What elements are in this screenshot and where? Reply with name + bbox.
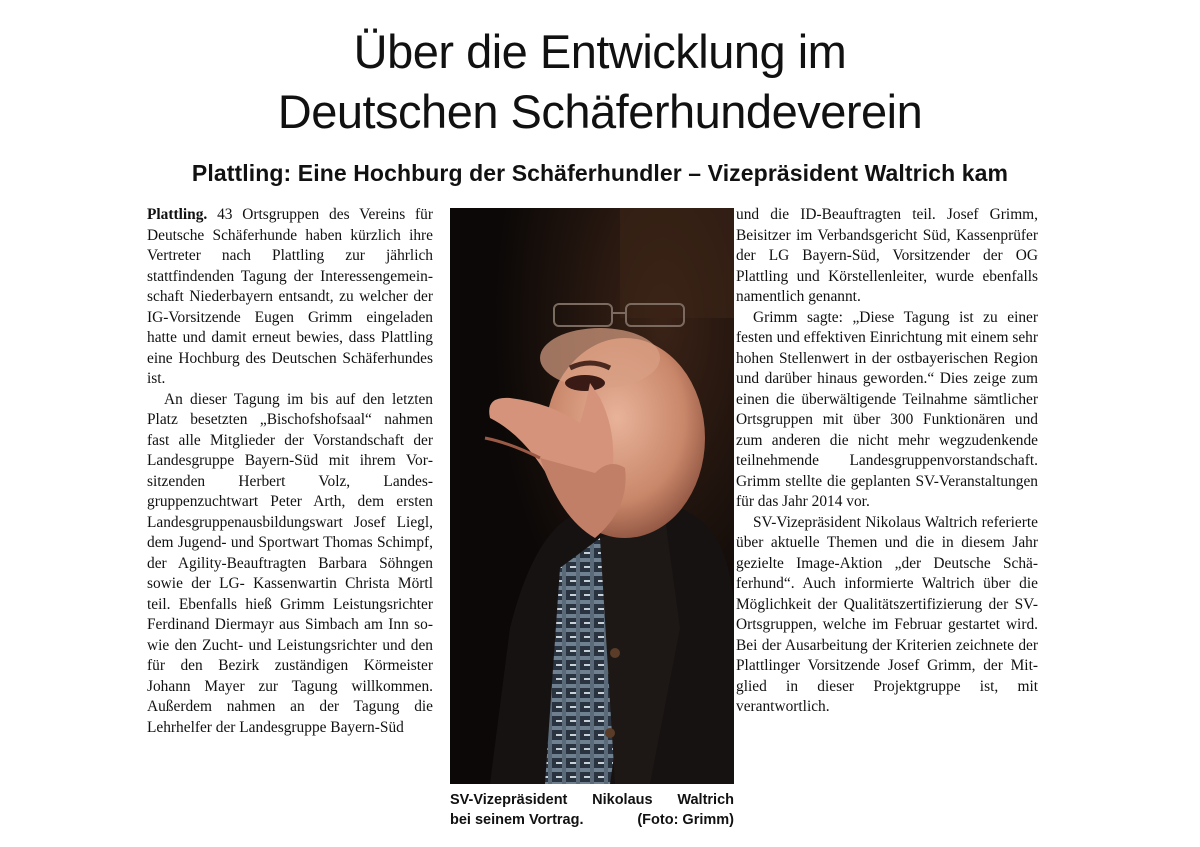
caption-line-2-left: bei seinem Vortrag. <box>450 812 584 828</box>
speaker-photo <box>450 208 734 784</box>
paragraph-2-continued: und die ID-Beauftragten teil. Josef Grimm, Beisitzer im Verbandsgericht Süd, Kassenprüfer der LG Bayern-Süd, Vorsitzender der OG Plattling und Körstellenleiter, wurde ebenfalls namentlich genannt. <box>736 206 1038 305</box>
headline <box>0 22 1200 142</box>
paragraph-1-text: 43 Ortsgruppen des Vereins für Deutsche Schäferhunde haben kürzlich ihre Vertreter nach Plattling zur jährlich stattfindenden Tagung der Interessengemeinschaft Niederbayern entsandt, zu welcher der IG-Vorsitzende Eugen Grimm eingeladen hatte und damit erneut bewies, dass Plattling eine Hochburg des Deutschen Schäferhundes ist. <box>147 206 433 387</box>
caption-line-1-right: Waltrich <box>677 792 734 808</box>
caption-line-1-mid: Nikolaus <box>592 792 653 808</box>
article-column-2 <box>736 205 1038 718</box>
caption-line-1-left: SV-Vizepräsident <box>450 792 568 808</box>
article-column-1 <box>147 205 433 738</box>
paragraph-2: An dieser Tagung im bis auf den letzten Platz besetzten „Bischofshofsaal“ nahmen fast alle Mitglieder der Vorstandschaft der Landesgruppe Bayern-Süd mit ihrem Vorsitzenden Herbert Volz, Landesgruppenzuchtwart Peter Arth, dem ersten Landesgruppenausbildungswart Josef Liegl, dem Jugend- und Sportwart Thomas Schimpf, der Agility-Beauftragten Barbara Söhngen sowie der LG- Kassenwartin Christa Mörtl teil. Ebenfalls hieß Grimm Leistungsrichter Ferdinand Diermayr aus Simbach am Inn sowie den Zucht- und Leistungsrichter und den für den Bezirk zuständigen Körmeister Johann Mayer zur Tagung willkommen. Außerdem nahmen an der Tagung die Lehrhelfer der Landesgruppe Bayern-Süd <box>147 390 433 736</box>
caption-line-2 <box>450 810 734 830</box>
paragraph-1 <box>147 205 433 390</box>
dateline: Plattling. <box>147 206 208 223</box>
paragraph-3: Grimm sagte: „Diese Tagung ist zu einer festen und effektiven Einrichtung mit einem sehr hohen Stellenwert in der ostbayerischen Region und darüber hinaus geworden.“ Dies zeige zum einen die überwältigende Teilnahme sämtlicher Ortsgruppen mit über 300 Funktionären und zum anderen die nicht mehr wegzudenkende teilnehmende Landesgruppenvorstandschaft. Grimm stellte die geplanten SV-Veranstaltungen für das Jahr 2014 vor. <box>736 308 1038 510</box>
photo-caption <box>450 790 734 830</box>
headline-line-2: Deutschen Schäferhundeverein <box>277 85 923 138</box>
speaker-photo-illustration <box>450 208 734 784</box>
subheadline: Plattling: Eine Hochburg der Schäferhundler – Vizepräsident Waltrich kam <box>191 160 1009 186</box>
caption-line-1 <box>450 790 734 810</box>
paragraph-4: SV-Vizepräsident Nikolaus Waltrich referierte über aktuelle Themen und die in diesem Jahr gezielte Image-Aktion „der Deutsche Schäferhund“. Auch informierte Waltrich über die Möglichkeit der Qualitätszertifizierung der SV-Ortsgruppen, welche im Februar gestartet wird. Bei der Ausarbeitung der Kriterien zeichnete der Plattlinger Vorsitzende Josef Grimm, der Mitglied in dieser Projektgruppe ist, mit verantwortlich. <box>736 513 1038 715</box>
headline-line-1: Über die Entwicklung im <box>353 25 847 78</box>
photo-credit: (Foto: Grimm) <box>637 812 734 828</box>
